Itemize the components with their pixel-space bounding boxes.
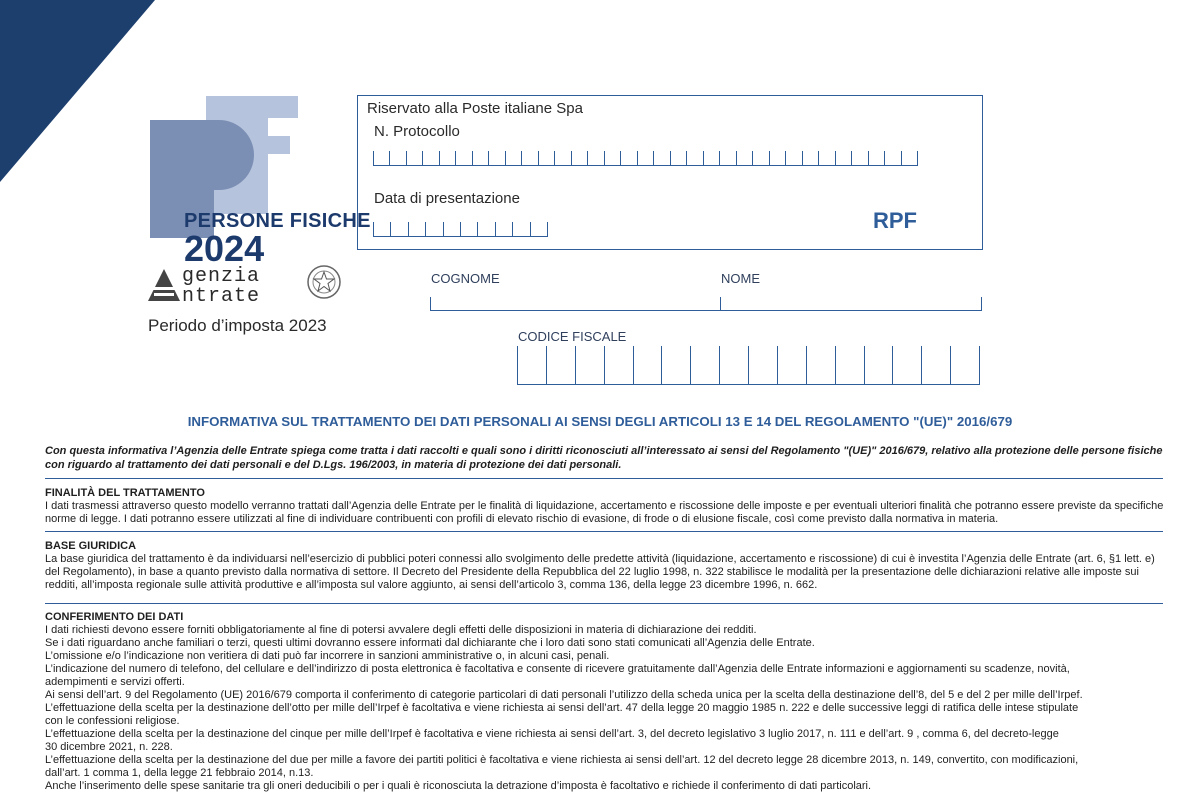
logo-title: PERSONE FISICHE bbox=[184, 210, 371, 232]
divider bbox=[45, 603, 1163, 604]
divider bbox=[45, 478, 1163, 479]
data-provision-line: L’indicazione del numero di telefono, del cellulare e dell’indirizzo di posta elettronica è facoltativa e consente di ricevere gratuitamente dall’Agenzia delle Entrate informazioni e aggiornamenti su scadenze, novità, bbox=[45, 663, 1070, 675]
name-label: NOME bbox=[721, 271, 760, 286]
section-text-data-provision bbox=[45, 624, 1165, 793]
data-provision-line: adempimenti e servizi offerti. bbox=[45, 676, 185, 688]
data-provision-line: I dati richiesti devono essere forniti obbligatoriamente al fine di potersi avvalere degli effetti delle disposizioni in materia di dichiarazione dei redditi. bbox=[45, 624, 757, 636]
data-provision-line: Anche l’inserimento delle spese sanitarie tra gli oneri deducibili o per i quali è riconosciuta la detrazione d’imposta è facoltativo e richiede il conferimento di dati particolari. bbox=[45, 780, 872, 792]
data-provision-line: L’effettuazione della scelta per la destinazione del due per mille a favore dei partiti politici è facoltativa e viene richiesta ai sensi dell’art. 12 del decreto legge 28 dicembre 2013, n. 149, convertito, con modificazioni, bbox=[45, 754, 1079, 766]
data-provision-line: L’effettuazione della scelta per la destinazione del cinque per mille dell’Irpef è facoltativa e viene richiesta ai sensi dell’art. 3, del decreto legislativo 3 luglio 2017, n. 111 e dell’art. 9 , comma 6, del decreto-legge bbox=[45, 728, 1059, 740]
protocol-label: N. Protocollo bbox=[374, 123, 460, 140]
submission-date-field[interactable] bbox=[373, 222, 548, 237]
fiscal-code-label: CODICE FISCALE bbox=[518, 329, 627, 344]
section-heading-data-provision: CONFERIMENTO DEI DATI bbox=[45, 611, 184, 623]
logo-year: 2024 bbox=[184, 228, 265, 269]
surname-label: COGNOME bbox=[431, 271, 500, 286]
tax-period: Periodo d’imposta 2023 bbox=[148, 316, 327, 335]
fiscal-code-field[interactable] bbox=[517, 346, 980, 385]
name-field[interactable] bbox=[720, 296, 982, 311]
agency-line1: genzia bbox=[182, 265, 261, 288]
data-provision-line: dall’art. 1 comma 1, della legge 21 febbraio 2014, n.13. bbox=[45, 767, 314, 779]
surname-field[interactable] bbox=[430, 296, 720, 311]
data-provision-line: 30 dicembre 2021, n. 228. bbox=[45, 741, 173, 753]
data-provision-line: Ai sensi dell’art. 9 del Regolamento (UE) 2016/679 comporta il conferimento di categorie particolari di dati personali l’utilizzo della scheda unica per la scelta della destinazione dell’8, del 5 e del 2 per mille dell’Irpef. bbox=[45, 689, 1083, 701]
section-heading-purpose: FINALITÀ DEL TRATTAMENTO bbox=[45, 487, 205, 499]
protocol-number-field[interactable] bbox=[373, 151, 918, 166]
corner-triangle bbox=[0, 0, 160, 185]
pf-logo bbox=[140, 90, 371, 340]
form-code: RPF bbox=[873, 208, 917, 233]
republic-emblem-icon bbox=[306, 264, 342, 300]
privacy-notice-title: INFORMATIVA SUL TRATTAMENTO DEI DATI PERSONALI AI SENSI DEGLI ARTICOLI 13 E 14 DEL REGOLAMENTO "(UE)" 2016/679 bbox=[187, 414, 1013, 429]
divider bbox=[45, 531, 1163, 532]
reserved-box bbox=[357, 95, 983, 250]
agency-a-icon bbox=[146, 267, 182, 303]
submission-date-label: Data di presentazione bbox=[374, 190, 520, 207]
data-provision-line: con le confessioni religiose. bbox=[45, 715, 180, 727]
section-text-legal-basis: La base giuridica del trattamento è da individuarsi nell’esercizio di pubblici poteri connessi allo svolgimento delle predette attività (liquidazione, accertamento e riscossione) di cui è investita l’Agenzia delle Entrate (art. 6, §1 lett. e) del Regolamento), in base a quanto previsto dalla normativa di settore. Il Decreto del Presidente della Repubblica del 22 luglio 1998, n. 322 stabilisce le modalità per la presentazione delle dichiarazioni relative alle imposte sui redditi, all’imposta regionale sulle attività produttive e all’imposta sul valore aggiunto, ai sensi dell’articolo 3, comma 136, della legge 23 dicembre 1996, n. 662. bbox=[45, 553, 1155, 591]
reserved-title: Riservato alla Poste italiane Spa bbox=[367, 100, 583, 117]
data-provision-line: L’effettuazione della scelta per la destinazione dell’otto per mille dell’Irpef è facoltativa e viene richiesta ai sensi dell’art. 47 della legge 20 maggio 1985 n. 222 e delle successive leggi di ratifica delle intese stipulate bbox=[45, 702, 1079, 714]
section-text-purpose: I dati trasmessi attraverso questo modello verranno trattati dall’Agenzia delle Entrate per le finalità di liquidazione, accertamento e riscossione delle imposte e per eventuali ulteriori finalità che potranno essere previste da specifiche norme di legge. I dati potranno essere utilizzati al fine di individuare contribuenti con profili di elevato rischio di evasione, di frode o di elusione fiscale, così come previsto dalla normativa in materia. bbox=[45, 500, 1164, 525]
data-provision-line: Se i dati riguardano anche familiari o terzi, questi ultimi dovranno essere informati dal dichiarante che i loro dati sono stati comunicati all’Agenzia delle Entrate. bbox=[45, 637, 815, 649]
agency-line2: ntrate bbox=[182, 285, 261, 308]
privacy-intro: Con questa informativa l’Agenzia delle Entrate spiega come tratta i dati raccolti e quali sono i diritti riconosciuti all’interessato ai sensi del Regolamento "(UE)" 2016/679, relativo alla protezione delle persone fisiche con riguardo al trattamento dei dati personali e del D.Lgs. 196/2003, in materia di protezione dei dati personali. bbox=[45, 445, 1163, 471]
data-provision-line: L’omissione e/o l’indicazione non veritiera di dati può far incorrere in sanzioni amministrative o, in alcuni casi, penali. bbox=[45, 650, 610, 662]
section-heading-legal-basis: BASE GIURIDICA bbox=[45, 540, 137, 552]
